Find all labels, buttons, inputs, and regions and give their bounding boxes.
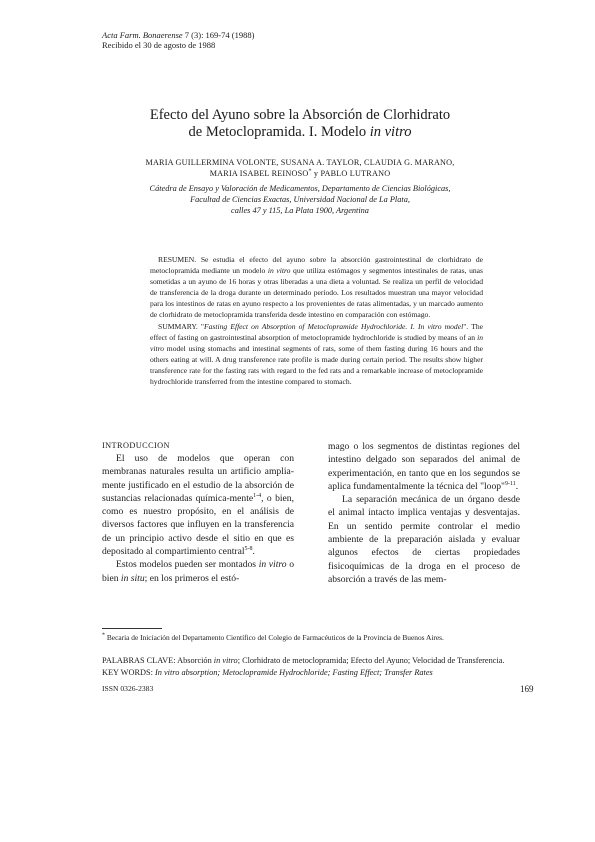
summary-text-2: ". The effect of fasting on gastrointestinal absorption of metoclopramide hydrochloride is studied by means of an [150,321,483,342]
footnote-text: Becaria de Iniciación del Departamento Científico del Colegio de Farmacéuticos de la Provincia de Buenos Aires. [106,633,444,642]
palabras-text-1: PALABRAS CLAVE: Absorción [102,656,214,665]
section-heading: INTRODUCCION [102,441,170,450]
affiliation [100,183,500,216]
p1-ref-2: 5-8 [244,545,253,552]
abstract-block [150,254,483,387]
footnote-rule [102,628,162,629]
key-words-text: In vitro absorption; Metoclopramide Hydrochloride; Fasting Effect; Transfer Rates [155,667,433,677]
resumen-italic: in vitro [267,266,291,276]
p1-text-3: . [252,546,255,558]
journal-citation [102,30,254,40]
intro-paragraph-2 [102,558,294,585]
intro-paragraph-2-cont [328,440,520,493]
p3-text-2: . [515,480,519,492]
journal-name: Acta Farm. Bonaerense [102,30,183,40]
palabras-text-2: ; Clorhidrato de metoclopramida; Efecto del Ayuno; Velocidad de Transferencia. [237,656,505,665]
received-date: Recibido el 30 de agosto de 1988 [102,40,216,50]
title-line-2-italic: in vitro [369,124,412,140]
resumen-text-2: que utiliza estómagos y segmentos intestinales de ratas, unas sometidas a un ayuno de 16 horas y otras liberadas a una dieta a voluntad. Se realiza un perfil de velocidad de transferencia de la droga durante un determinado período. Los resultados muestran una mayor velocidad para los intestinos de ratas en ayuno respecto a los provenientes de ratas alimentadas, y un marcado aumento de clorhidrato de metoclopramida transferida desde intestino en comparación con estómago. [150,266,483,320]
p2-text-3: ; en los primeros el estó- [144,572,240,584]
resumen-paragraph [150,254,483,321]
author-reinoso: MARIA ISABEL REINOSO [209,169,309,178]
journal-header [102,30,254,50]
journal-volume: 7 (3): 169-74 (1988) [182,30,255,40]
body-column-right [328,440,520,586]
footnote-mark: * [102,632,105,639]
title-line-1: Efecto del Ayuno sobre la Absorción de Clorhidrato [149,107,451,123]
page-number: 169 [520,684,534,694]
summary-title: Fasting Effect on Absorption of Metoclopramide Hydrochloride. I. In vitro model [203,321,464,331]
p2-text-2: o bien [102,559,294,584]
author-lutrano: y PABLO LUTRANO [311,169,391,178]
intro-paragraph-3: La separación mecánica de un órgano desde el animal intacto implica ventajas y desventajas. En un sentido permite controlar el medio ambiente de la preparación aislada y evaluar algunos efectos de ciertas propiedades fisicoquímicas de la droga en el proceso de absorción a través de las mem- [328,494,520,585]
footnote [102,633,532,642]
author-footnote-mark: * [308,168,312,175]
title-line-2 [60,124,540,141]
authors-line-2 [100,168,500,179]
authors-line-1: MARIA GUILLERMINA VOLONTE, SUSANA A. TAYLOR, CLAUDIA G. MARANO, [145,158,455,167]
p3-text-1: mago o los segmentos de distintas regiones del intestino delgado son separados del animal de experimentación, en tanto que en los segundos se aplica fundamentalmente la técnica del "loop" [328,441,520,492]
p3-ref: 9-11 [504,480,516,487]
intro-paragraph-1 [102,452,294,558]
body-column-left [102,440,294,585]
p1-ref-1: 1-4 [253,492,262,499]
p2-italic-2: in situ [120,572,145,584]
p2-text-1: Estos modelos pueden ser montados [116,559,259,571]
affiliation-line-2: Facultad de Ciencias Exactas, Universidad Nacional de La Plata, [190,195,410,204]
affiliation-line-3: calles 47 y 115, La Plata 1900, Argentina [231,206,369,215]
author-list [100,157,500,179]
key-words [102,668,532,679]
p1-text-1: El uso de modelos que operan con membranas naturales resulta un artificio amplia-mente justificado en el estudio de la absorción de sustancias relacionadas química-mente [102,453,294,504]
article-title [60,107,540,141]
palabras-italic: in vitro [213,656,238,665]
p1-text-2: , o bien, como es nuestro propósito, en el análisis de diversos factores que influyen en la transferencia de un principio activo desde el sitio en que es depositado al compartimiento central [102,492,294,558]
palabras-clave [102,656,532,667]
resumen-text-1: RESUMEN. Se estudia el efecto del ayuno sobre la absorción gastrointestinal de clorhidrato de metoclopramida mediante un modelo [150,255,483,276]
summary-text-1: SUMMARY. " [158,321,204,331]
keywords-block [102,656,532,679]
summary-italic: in vitro [150,332,483,353]
issn: ISSN 0326-2383 [102,684,154,693]
key-words-label: KEY WORDS: [102,667,156,677]
p2-italic-1: in vitro [258,559,287,571]
summary-paragraph [150,321,483,388]
affiliation-line-1: Cátedra de Ensayo y Valoración de Medicamentos, Departamento de Ciencias Biológicas, [149,184,451,193]
title-line-2-text: de Metoclopramida. I. Modelo [188,124,370,140]
summary-text-3: model using stomachs and intestinal segments of rats, some of them fasting during 16 hours and the others eating at will. A drug transference rate profile is made during certain period. The results show higher transference rate for the fasting rats with regard to the fed rats and a remarkable increase of metoclopramide hydrochloride transferred from the intestine compared to stomach. [150,343,483,387]
